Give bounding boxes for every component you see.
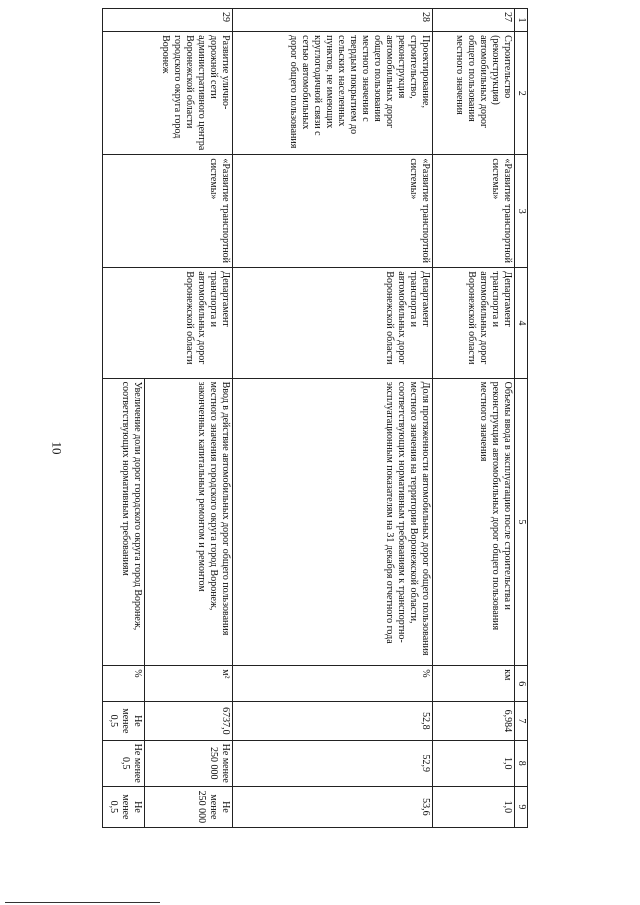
value-col8: 1,0 <box>433 740 515 786</box>
footer-rule <box>5 902 160 903</box>
indicator: Ввод в действие автомобильных дорог общего пользования местного значения городского округа город Воронеж, законченных капитальным ремонтом и ремонтом <box>145 378 233 666</box>
unit: % <box>103 666 145 702</box>
value-col8: Не менее 0,5 <box>103 740 145 786</box>
row-number: 27 <box>433 9 515 32</box>
col-header: 7 <box>515 702 528 741</box>
unit: м² <box>145 666 233 702</box>
value-col8: Не менее 250 000 <box>145 740 233 786</box>
indicator: Доля протяженности автомобильных дорог общего пользования местного значения на территории Воронежской области, соответствующих нормативным требованиям к транспортно-эксплуатационным показателям на 31 декабря отчетного года <box>233 378 433 666</box>
col-header: 2 <box>515 32 528 155</box>
program-name: «Развитие транспортной системы» <box>103 155 233 268</box>
indicator-table <box>102 8 528 828</box>
value-col7: 6737,0 <box>145 702 233 741</box>
measure-name: Проектирование, строительство, реконструкция автомобильных дорог общего пользования местного значения с твердым покрытием до сельских населенных пунктов, не имеющих круглогодичной связи с сетью автомобильных дорог общего пользования <box>233 32 433 155</box>
column-number-row <box>515 9 528 828</box>
row-number: 28 <box>233 9 433 32</box>
value-col7: 52,8 <box>233 702 433 741</box>
value-col7: Не менее 0,5 <box>103 702 145 741</box>
indicator: Объемы ввода в эксплуатацию после строительства и реконструкции автомобильных дорог общего пользования местного значения <box>433 378 515 666</box>
col-header: 8 <box>515 740 528 786</box>
col-header: 1 <box>515 9 528 32</box>
row-number: 29 <box>103 9 233 32</box>
rotated-table-page <box>88 8 528 828</box>
value-col9: Не менее 0,5 <box>103 786 145 827</box>
value-col9: 1,0 <box>433 786 515 827</box>
page-number: 10 <box>49 441 65 455</box>
measure-name: Развитие улично-дорожной сети административного центра Воронежской области городского округа город Воронеж <box>103 32 233 155</box>
col-header: 4 <box>515 268 528 378</box>
col-header: 5 <box>515 378 528 666</box>
col-header: 9 <box>515 786 528 827</box>
program-name: «Развитие транспортной системы» <box>233 155 433 268</box>
measure-name: Строительство (реконструкция) автомобильных дорог общего пользования местного значения <box>433 32 515 155</box>
value-col8: 52,9 <box>233 740 433 786</box>
value-col9: Не менее 250 000 <box>145 786 233 827</box>
table-row <box>145 9 233 828</box>
unit: % <box>233 666 433 702</box>
responsible-dept: Департамент транспорта и автомобильных дорог Воронежской области <box>103 268 233 378</box>
table-row <box>433 9 515 828</box>
responsible-dept: Департамент транспорта и автомобильных дорог Воронежской области <box>433 268 515 378</box>
value-col7: 6,984 <box>433 702 515 741</box>
col-header: 3 <box>515 155 528 268</box>
col-header: 6 <box>515 666 528 702</box>
responsible-dept: Департамент транспорта и автомобильных дорог Воронежской области <box>233 268 433 378</box>
table-row <box>233 9 433 828</box>
program-name: «Развитие транспортной системы» <box>433 155 515 268</box>
unit: км <box>433 666 515 702</box>
value-col9: 53,6 <box>233 786 433 827</box>
indicator: Увеличение доли дорог городского округа город Воронеж, соответствующих нормативным требованиям <box>103 378 145 666</box>
